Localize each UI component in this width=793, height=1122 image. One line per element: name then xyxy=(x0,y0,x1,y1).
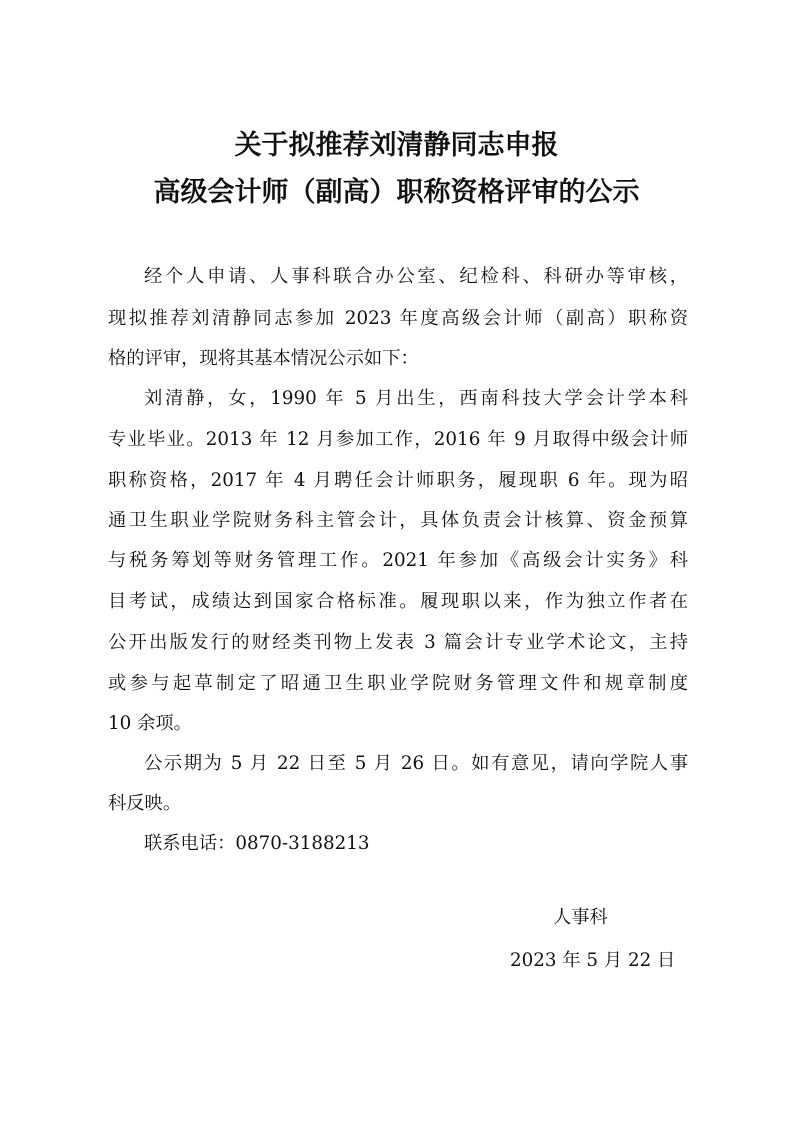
paragraph-1-line-1: 经个人申请、人事科联合办公室、纪检科、科研办等审核， xyxy=(144,266,688,287)
paragraph-2-line-4: 通卫生职业学院财务科主管会计，具体负责会计核算、资金预算 xyxy=(108,510,688,531)
paragraph-1-line-2: 现拟推荐刘清静同志参加 2023 年度高级会计师（副高）职称资 xyxy=(108,308,688,329)
paragraph-2-line-1: 刘清静，女，1990 年 5 月出生，西南科技大学会计学本科 xyxy=(144,388,688,409)
title-line-2: 高级会计师（副高）职称资格评审的公示 xyxy=(153,177,640,208)
contact-phone: 联系电话：0870-3188213 xyxy=(144,833,370,854)
signature-department: 人事科 xyxy=(553,907,608,928)
paragraph-2-line-3: 职称资格，2017 年 4 月聘任会计师职务，履现职 6 年。现为昭 xyxy=(108,470,688,491)
paragraph-2-line-9: 10 余项。 xyxy=(108,713,192,734)
paragraph-2-line-6: 目考试，成绩达到国家合格标准。履现职以来，作为独立作者在 xyxy=(108,591,688,612)
paragraph-3-line-2: 科反映。 xyxy=(108,793,182,814)
paragraph-1-line-3: 格的评审，现将其基本情况公示如下： xyxy=(108,348,419,369)
paragraph-2-line-2: 专业毕业。2013 年 12 月参加工作，2016 年 9 月取得中级会计师 xyxy=(108,429,688,450)
paragraph-2-line-5: 与税务筹划等财务管理工作。2021 年参加《高级会计实务》科 xyxy=(108,550,688,571)
paragraph-3-line-1: 公示期为 5 月 22 日至 5 月 26 日。如有意见，请向学院人事 xyxy=(144,753,688,774)
paragraph-2-line-7: 公开出版发行的财经类刊物上发表 3 篇会计专业学术论文，主持 xyxy=(108,632,688,653)
title-line-1: 关于拟推荐刘清静同志申报 xyxy=(234,130,559,161)
paragraph-2-line-8: 或参与起草制定了昭通卫生职业学院财务管理文件和规章制度 xyxy=(108,673,688,694)
signature-date: 2023 年 5 月 22 日 xyxy=(510,950,676,971)
